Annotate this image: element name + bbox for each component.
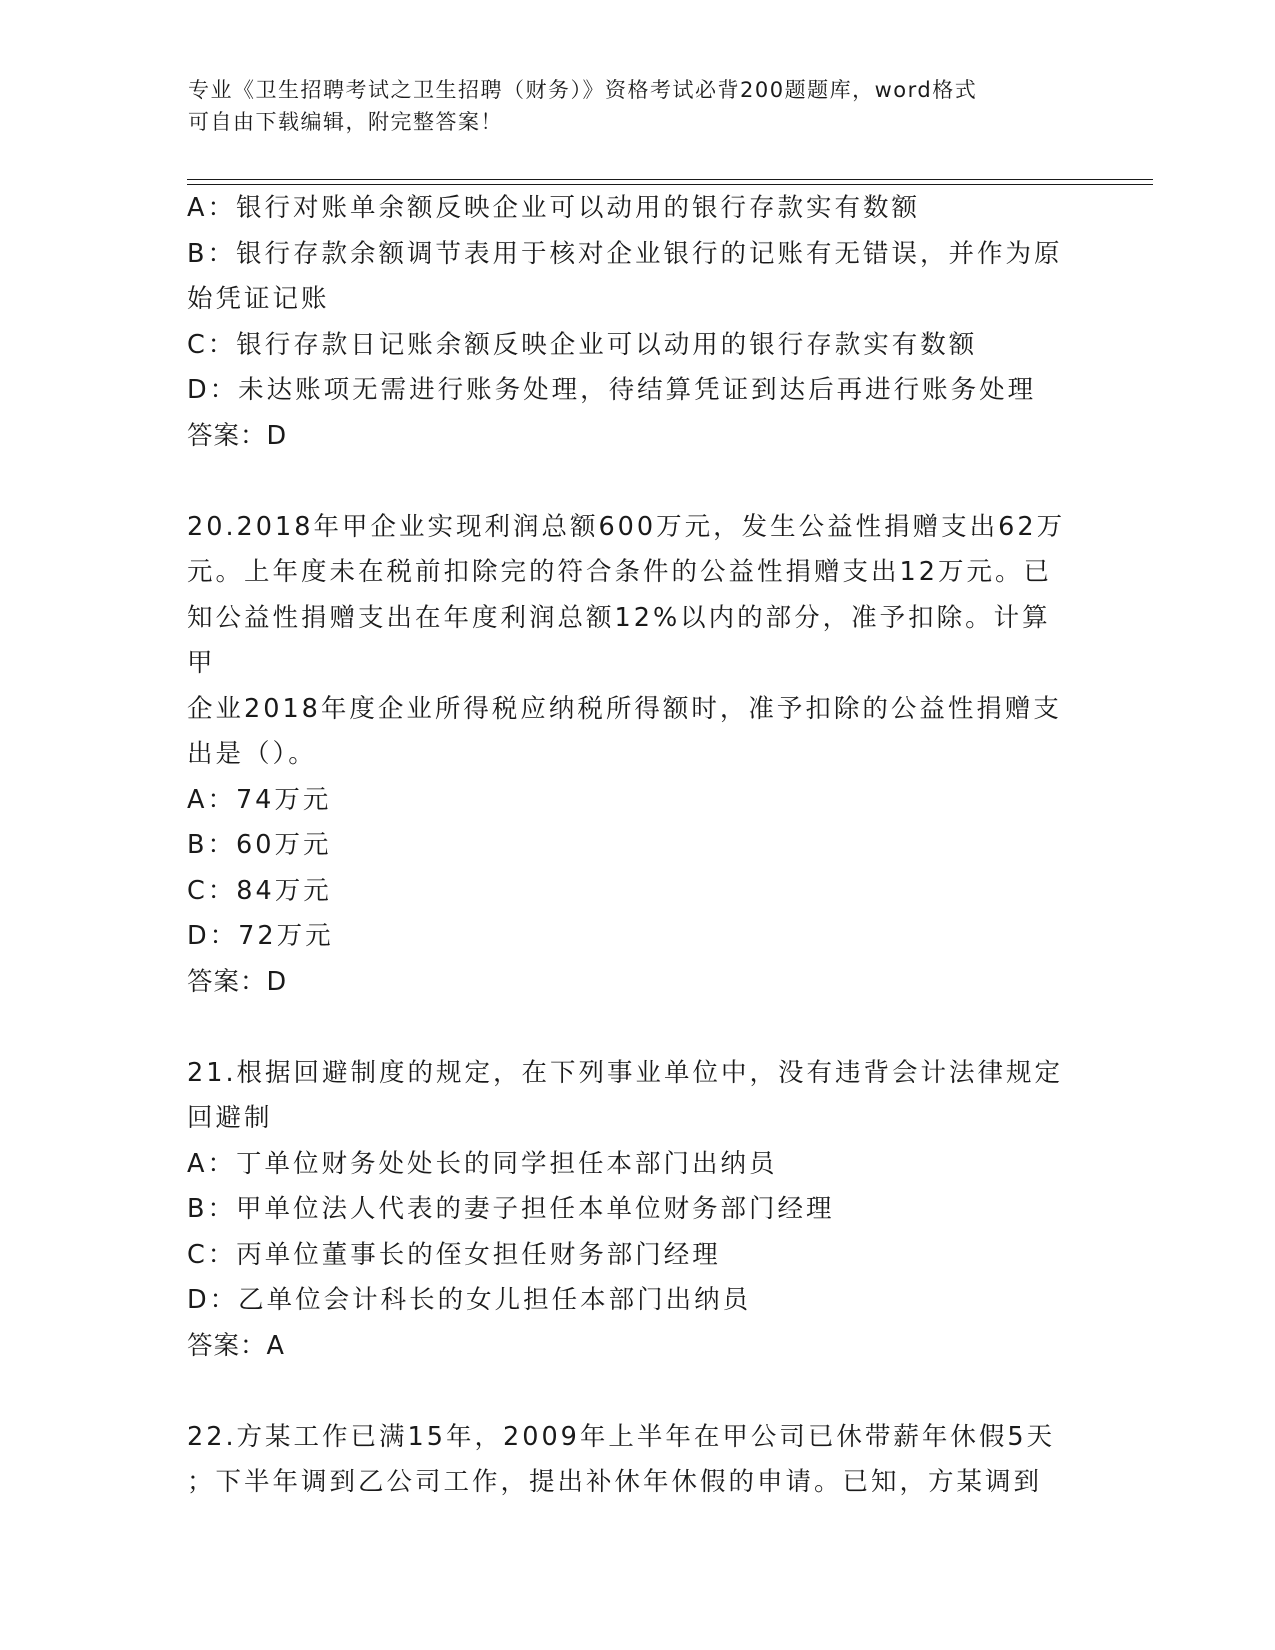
question-stem-line: 出是（）。: [187, 739, 317, 769]
question-20: [187, 505, 1077, 1006]
option-c: C：丙单位董事长的侄女担任财务部门经理: [187, 1239, 721, 1270]
header-double-rule: [187, 179, 1153, 185]
document-body: [187, 186, 1077, 1506]
page-header: [188, 74, 1068, 138]
option-b: B：银行存款余额调节表用于核对企业银行的记账有无错误，并作为原: [187, 238, 1063, 269]
option-d: D：乙单位会计科长的女儿担任本部门出纳员: [187, 1285, 752, 1315]
question-stem-line: 元。上年度未在税前扣除完的符合条件的公益性捐赠支出12万元。已: [187, 557, 1052, 587]
option-c: C：银行存款日记账余额反映企业可以动用的银行存款实有数额: [187, 329, 978, 360]
question-22: [187, 1415, 1077, 1506]
spacer: [187, 1005, 1077, 1051]
question-stem-line: 企业2018年度企业所得税应纳税所得额时，准予扣除的公益性捐赠支: [187, 693, 1062, 724]
spacer: [187, 459, 1077, 505]
question-stem-line: 回避制: [187, 1103, 273, 1133]
question-stem-line: 知公益性捐赠支出在年度利润总额12%以内的部分，准予扣除。计算甲: [187, 602, 1051, 678]
header-title-line-2: 可自由下载编辑，附完整答案！: [188, 110, 503, 134]
answer-line: 答案：A: [187, 1330, 285, 1361]
question-19-options: [187, 186, 1077, 459]
header-title-line-1: 专业《卫生招聘考试之卫生招聘（财务）》资格考试必背200题题库，word格式: [188, 78, 978, 102]
option-b: B：甲单位法人代表的妻子担任本单位财务部门经理: [187, 1194, 835, 1224]
question-stem-line: 20.2018年甲企业实现利润总额600万元，发生公益性捐赠支出62万: [187, 511, 1066, 542]
spacer: [187, 1369, 1077, 1415]
answer-line: 答案：D: [187, 966, 288, 997]
question-stem-line: 21.根据回避制度的规定，在下列事业单位中，没有违背会计法律规定: [187, 1057, 1064, 1088]
option-a: A：银行对账单余额反映企业可以动用的银行存款实有数额: [187, 193, 920, 223]
question-stem-line: ；下半年调到乙公司工作，提出补休年休假的申请。已知，方某调到: [187, 1467, 1043, 1497]
option-b: B：60万元: [187, 830, 332, 860]
option-c: C：84万元: [187, 875, 332, 906]
option-a: A：丁单位财务处处长的同学担任本部门出纳员: [187, 1148, 778, 1179]
option-a: A：74万元: [187, 784, 332, 815]
question-stem-line: 22.方某工作已满15年，2009年上半年在甲公司已休带薪年休假5天: [187, 1421, 1056, 1452]
question-21: [187, 1051, 1077, 1370]
option-b-continued: 始凭证记账: [187, 284, 330, 314]
option-d: D：72万元: [187, 921, 334, 951]
option-d: D：未达账项无需进行账务处理，待结算凭证到达后再进行账务处理: [187, 375, 1037, 405]
answer-line: 答案：D: [187, 420, 288, 451]
